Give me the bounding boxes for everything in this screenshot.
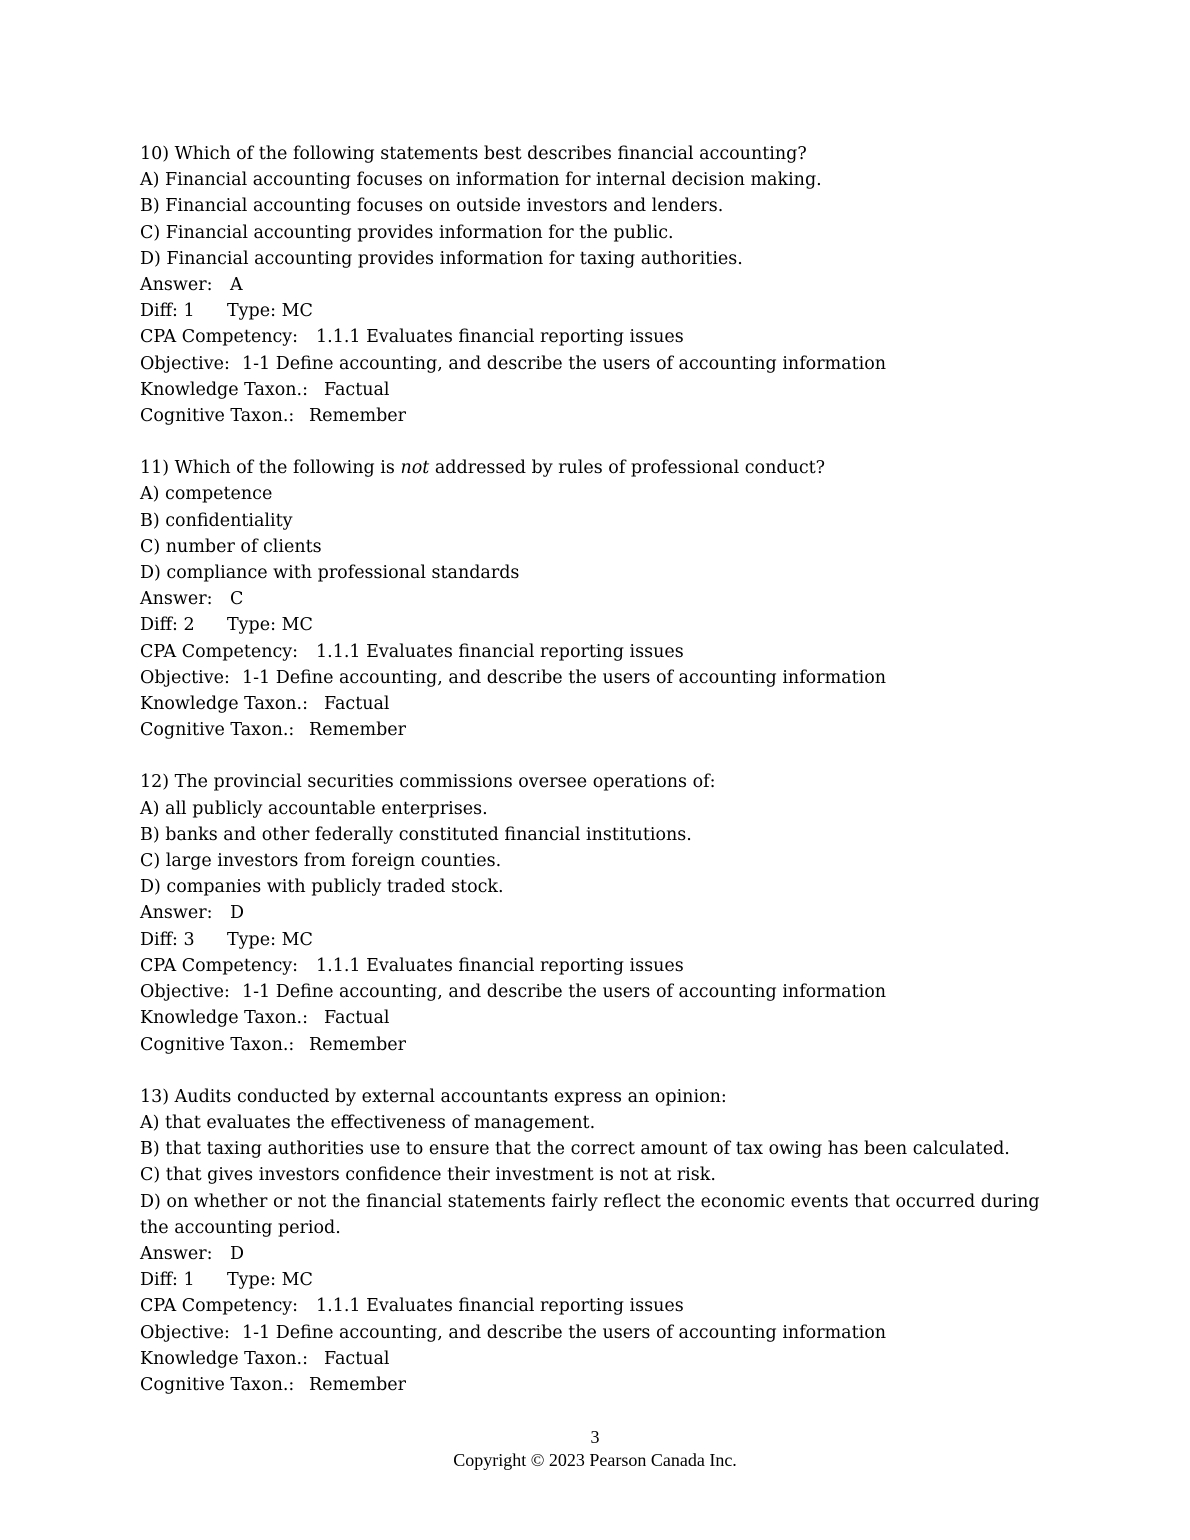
diff-type-line: [140, 612, 1050, 638]
cpa-label: CPA Competency:: [140, 1296, 299, 1317]
cognitive-line: [140, 717, 1050, 743]
diff-type-line: [140, 298, 1050, 324]
cognitive-value: Remember: [309, 1034, 407, 1055]
answer-line: [140, 272, 1050, 298]
question-12: [140, 769, 1050, 1057]
question-stem: [140, 769, 1050, 795]
knowledge-value: Factual: [324, 379, 390, 400]
question-stem: [140, 455, 1050, 481]
cognitive-value: Remember: [309, 720, 407, 741]
stem-text-post: addressed by rules of professional conduct?: [429, 458, 826, 479]
cpa-line: [140, 324, 1050, 350]
cognitive-value: Remember: [309, 1374, 407, 1395]
cpa-value: 1.1.1 Evaluates financial reporting issues: [316, 327, 684, 348]
answer-label: Answer:: [140, 275, 213, 296]
stem-text-emphasis: not: [400, 458, 430, 479]
option-a: A) that evaluates the effectiveness of management.: [140, 1112, 596, 1133]
knowledge-line: [140, 1346, 1050, 1372]
cognitive-line: [140, 1032, 1050, 1058]
cpa-line: [140, 953, 1050, 979]
answer-line: [140, 586, 1050, 612]
diff-label: Diff: 1: [140, 1270, 195, 1291]
cognitive-value: Remember: [309, 406, 407, 427]
type-label: Type: MC: [227, 301, 313, 322]
option-d: D) companies with publicly traded stock.: [140, 877, 504, 898]
objective-line: [140, 665, 1050, 691]
cpa-line: [140, 639, 1050, 665]
option-b: B) confidentiality: [140, 510, 293, 531]
question-11: [140, 455, 1050, 743]
type-label: Type: MC: [227, 1270, 313, 1291]
option-a: A) Financial accounting focuses on information for internal decision making.: [140, 170, 822, 191]
cpa-value: 1.1.1 Evaluates financial reporting issues: [316, 641, 684, 662]
cpa-value: 1.1.1 Evaluates financial reporting issues: [316, 955, 684, 976]
answer-value: A: [230, 275, 243, 296]
option-a: A) competence: [140, 484, 273, 505]
knowledge-line: [140, 691, 1050, 717]
objective-value: 1-1 Define accounting, and describe the users of accounting information: [242, 353, 887, 374]
page-content: [140, 141, 1050, 1424]
question-stem: [140, 1084, 1050, 1110]
question-stem: [140, 141, 1050, 167]
option-c: C) Financial accounting provides information for the public.: [140, 222, 674, 243]
option-c: C) large investors from foreign counties.: [140, 851, 502, 872]
option-c: C) that gives investors confidence their investment is not at risk.: [140, 1165, 716, 1186]
knowledge-label: Knowledge Taxon.:: [140, 1348, 309, 1369]
stem-text: 13) Audits conducted by external accountants express an opinion:: [140, 1086, 727, 1107]
type-label: Type: MC: [227, 929, 313, 950]
cognitive-label: Cognitive Taxon.:: [140, 1374, 295, 1395]
knowledge-value: Factual: [324, 1348, 390, 1369]
objective-value: 1-1 Define accounting, and describe the users of accounting information: [242, 667, 887, 688]
cognitive-label: Cognitive Taxon.:: [140, 720, 295, 741]
answer-value: D: [230, 1243, 245, 1264]
knowledge-value: Factual: [324, 694, 390, 715]
page-number: 3: [590, 1427, 600, 1447]
stem-text: 12) The provincial securities commissions oversee operations of:: [140, 772, 716, 793]
diff-label: Diff: 2: [140, 615, 195, 636]
stem-text: 10) Which of the following statements best describes financial accounting?: [140, 144, 807, 164]
option-d: D) compliance with professional standards: [140, 563, 520, 584]
stem-text-pre: 11) Which of the following is: [140, 458, 401, 479]
objective-label: Objective:: [140, 667, 230, 688]
answer-line: [140, 1241, 1050, 1267]
copyright-notice: Copyright © 2023 Pearson Canada Inc.: [453, 1450, 737, 1470]
knowledge-label: Knowledge Taxon.:: [140, 694, 309, 715]
answer-label: Answer:: [140, 1243, 213, 1264]
answer-label: Answer:: [140, 903, 213, 924]
option-d: D) Financial accounting provides information for taxing authorities.: [140, 248, 743, 269]
knowledge-line: [140, 1005, 1050, 1031]
diff-label: Diff: 3: [140, 929, 195, 950]
page-footer: [0, 1426, 1190, 1472]
diff-label: Diff: 1: [140, 301, 195, 322]
cpa-label: CPA Competency:: [140, 641, 299, 662]
answer-line: [140, 900, 1050, 926]
objective-line: [140, 1320, 1050, 1346]
question-13: [140, 1084, 1050, 1398]
objective-label: Objective:: [140, 353, 230, 374]
objective-label: Objective:: [140, 982, 230, 1003]
cognitive-label: Cognitive Taxon.:: [140, 1034, 295, 1055]
cpa-value: 1.1.1 Evaluates financial reporting issues: [316, 1296, 684, 1317]
cpa-label: CPA Competency:: [140, 955, 299, 976]
option-a: A) all publicly accountable enterprises.: [140, 798, 488, 819]
type-label: Type: MC: [227, 615, 313, 636]
cpa-line: [140, 1293, 1050, 1319]
option-c: C) number of clients: [140, 536, 322, 557]
diff-type-line: [140, 1267, 1050, 1293]
objective-line: [140, 979, 1050, 1005]
knowledge-label: Knowledge Taxon.:: [140, 379, 309, 400]
option-b: B) Financial accounting focuses on outside investors and lenders.: [140, 196, 724, 217]
knowledge-line: [140, 377, 1050, 403]
cognitive-line: [140, 1372, 1050, 1398]
cognitive-line: [140, 403, 1050, 429]
option-b: B) banks and other federally constituted financial institutions.: [140, 824, 692, 845]
answer-value: D: [230, 903, 245, 924]
answer-label: Answer:: [140, 589, 213, 610]
objective-label: Objective:: [140, 1322, 230, 1343]
cognitive-label: Cognitive Taxon.:: [140, 406, 295, 427]
objective-line: [140, 351, 1050, 377]
diff-type-line: [140, 927, 1050, 953]
answer-value: C: [230, 589, 244, 610]
objective-value: 1-1 Define accounting, and describe the users of accounting information: [242, 1322, 887, 1343]
knowledge-label: Knowledge Taxon.:: [140, 1008, 309, 1029]
cpa-label: CPA Competency:: [140, 327, 299, 348]
objective-value: 1-1 Define accounting, and describe the users of accounting information: [242, 982, 887, 1003]
question-10: [140, 141, 1050, 429]
option-b: B) that taxing authorities use to ensure that the correct amount of tax owing has been calculated.: [140, 1139, 1010, 1160]
knowledge-value: Factual: [324, 1008, 390, 1029]
option-d: D) on whether or not the financial statements fairly reflect the economic events that occurred during the accounting period.: [140, 1191, 1040, 1238]
